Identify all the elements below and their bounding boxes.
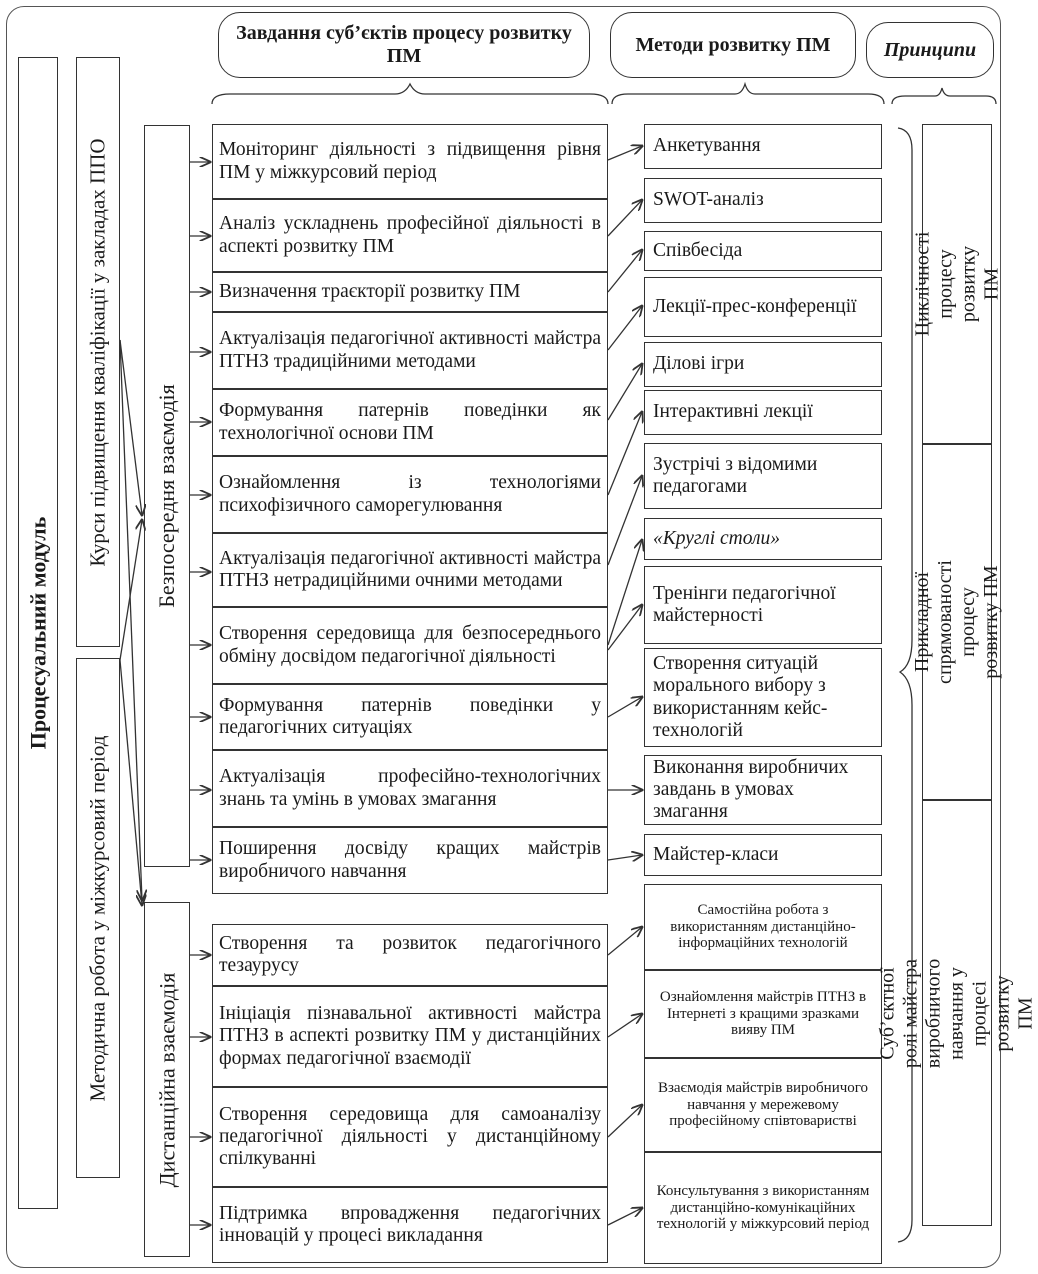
- task-box: Підтримка впровадження педагогічних інновацій у процесі викладання: [212, 1187, 608, 1263]
- method-box: Майстер-класи: [644, 834, 882, 876]
- principle-box: Циклічності процесу розвитку ПМ: [922, 124, 992, 444]
- header-tasks: Завдання суб’єктів процесу розвитку ПМ: [218, 12, 590, 78]
- method-box: Консультування з використанням дистанційно-комунікаційних технологій у міжкурсовий період: [644, 1152, 882, 1264]
- principle-box: Прикладної спрямованості процесу розвитку ПМ: [922, 444, 992, 800]
- method-box: Інтерактивні лекції: [644, 390, 882, 435]
- method-box: Зустрічі з відомими педагогами: [644, 443, 882, 509]
- task-box: Ініціація пізнавальної активності майстра ПТНЗ в аспекті розвитку ПМ у дистанційних формах педагогічної взаємодії: [212, 986, 608, 1087]
- method-box: Створення ситуацій морального вибору з використанням кейс-технологій: [644, 648, 882, 747]
- method-box: Лекції-прес-конференції: [644, 277, 882, 337]
- method-box: Анкетування: [644, 124, 882, 169]
- header-methods: Методи розвитку ПМ: [610, 12, 856, 78]
- method-box: Самостійна робота з використанням дистанційно-інформаційних технологій: [644, 884, 882, 970]
- method-box: Тренінги педагогічної майстерності: [644, 566, 882, 644]
- task-box: Формування патернів поведінки як технологічної основи ПМ: [212, 389, 608, 456]
- level-courses-label: Курси підвищення кваліфікації у закладах ППО: [85, 137, 110, 567]
- task-box: Ознайомлення із технологіями психофізичного саморегулювання: [212, 456, 608, 533]
- task-box: Визначення траєкторії розвитку ПМ: [212, 272, 608, 312]
- direct-interaction-label: Безпосередня взаємодія: [154, 384, 180, 608]
- task-box: Формування патернів поведінки у педагогічних ситуаціях: [212, 684, 608, 750]
- task-box: Актуалізація педагогічної активності майстра ПТНЗ нетрадиційними очними методами: [212, 533, 608, 607]
- task-box: Моніторинг діяльності з підвищення рівня ПМ у міжкурсовий період: [212, 124, 608, 199]
- task-box: Створення середовища для самоаналізу педагогічної діяльності у дистанційному спілкуванні: [212, 1087, 608, 1187]
- method-box: Виконання виробничих завдань в умовах змагання: [644, 755, 882, 825]
- method-box: Співбесіда: [644, 231, 882, 271]
- task-box: Аналіз ускладнень професійної діяльності в аспекті розвитку ПМ: [212, 199, 608, 272]
- task-box: Поширення досвіду кращих майстрів виробничого навчання: [212, 827, 608, 894]
- module-label: Процесуальний модуль: [25, 516, 50, 750]
- level-methodical-label: Методична робота у міжкурсовий період: [85, 735, 110, 1101]
- task-box: Створення середовища для безпосереднього обміну досвідом педагогічної діяльності: [212, 607, 608, 684]
- principle-box: Суб’єктної ролі майстра виробничого навчання у процесі розвитку ПМ: [922, 800, 992, 1226]
- method-box: Ділові ігри: [644, 342, 882, 387]
- method-box: «Круглі столи»: [644, 518, 882, 560]
- method-box: SWOT-аналіз: [644, 178, 882, 223]
- task-box: Створення та розвиток педагогічного тезаурусу: [212, 924, 608, 986]
- method-box: Ознайомлення майстрів ПТНЗ в Інтернеті з кращими зразками вияву ПМ: [644, 970, 882, 1058]
- header-principles: Принципи: [866, 22, 994, 78]
- task-box: Актуалізація професійно-технологічних знань та умінь в умовах змагання: [212, 750, 608, 827]
- task-box: Актуалізація педагогічної активності майстра ПТНЗ традиційними методами: [212, 312, 608, 389]
- distance-interaction-label: Дистанційна взаємодія: [154, 972, 180, 1187]
- method-box: Взаємодія майстрів виробничого навчання у мережевому професійному співтоваристві: [644, 1058, 882, 1152]
